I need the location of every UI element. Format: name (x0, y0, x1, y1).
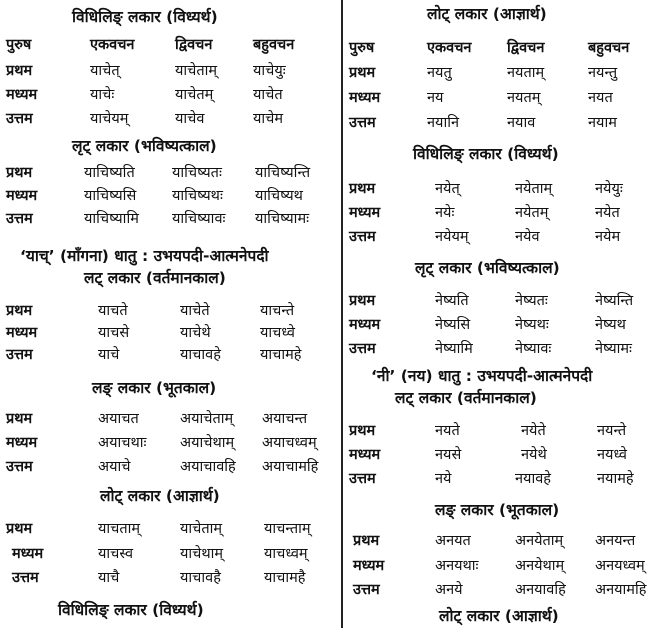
section-title: लोट् लकार (आज्ञार्थ) (439, 607, 559, 625)
cell: याचावहै (180, 570, 221, 586)
cell: अयाचेताम् (180, 411, 234, 427)
cell: नेष्यावः (515, 341, 552, 357)
row-label: प्रथम (6, 303, 33, 319)
table-row (0, 300, 338, 322)
cell: नयाव (507, 115, 536, 131)
table-row (0, 208, 338, 230)
cell: नयन्तु (588, 65, 618, 81)
header-purush: पुरुष (6, 37, 32, 53)
header-ekvachan: एकवचन (90, 37, 135, 53)
section-title: विधिलिङ् लकार (विध्यर्थ) (58, 601, 204, 619)
cell: नयाम (588, 115, 617, 131)
cell: याचै (98, 570, 120, 586)
cell: नयेते (521, 423, 546, 439)
row-label: प्रथम (349, 65, 376, 81)
table-row (345, 62, 672, 84)
header-ekvachan: एकवचन (427, 40, 472, 56)
table-row (345, 338, 672, 360)
cell: अनयेताम् (515, 533, 564, 549)
cell: अयाचेथाम् (180, 435, 235, 451)
row-label: उत्तम (349, 471, 376, 487)
cell: अयाचामहि (262, 459, 319, 475)
cell: याचस्व (98, 546, 134, 562)
cell: याचिष्यावः (172, 211, 226, 227)
cell: अनयत (435, 533, 471, 549)
cell: नयते (435, 423, 460, 439)
cell: याचिष्यसि (84, 188, 137, 204)
section-title: विधिलिङ् लकार (विध्यर्थ) (413, 145, 559, 163)
row-label: उत्तम (349, 229, 376, 245)
cell: अयाचे (98, 459, 131, 475)
cell: नयावहे (515, 471, 551, 487)
table-row (345, 468, 672, 490)
row-label: मध्यम (353, 558, 385, 574)
cell: नयेयुः (595, 181, 623, 197)
cell: याचेथाम् (180, 546, 224, 562)
cell: नेष्यन्ति (595, 293, 634, 309)
table-row (0, 185, 338, 207)
cell: याचिष्यतः (172, 165, 222, 181)
dhatu-title: ‘याच्’ (माँगना) धातु : उभयपदी-आत्मनेपदी (20, 247, 269, 265)
header-dvivachan: द्विवचन (507, 40, 545, 56)
section-title: लट् लकार (वर्तमानकाल) (84, 269, 226, 287)
cell: नेष्यतः (515, 293, 548, 309)
cell: नयानि (427, 115, 460, 131)
cell: याचिष्यति (84, 165, 135, 181)
cell: याचेथे (180, 325, 211, 341)
cell: नयतु (427, 65, 452, 81)
row-label: प्रथम (6, 411, 33, 427)
cell: नयेम (595, 229, 621, 245)
cell: याचामहै (264, 570, 306, 586)
row-label: प्रथम (353, 533, 380, 549)
table-row (345, 555, 672, 577)
row-label: मध्यम (6, 188, 38, 204)
cell: याचेताम् (180, 521, 223, 537)
table-header (0, 34, 338, 56)
cell: याचेत् (90, 63, 120, 79)
table-row (0, 518, 338, 540)
row-label: प्रथम (6, 63, 33, 79)
cell: याचावहे (180, 347, 221, 363)
table-row (0, 408, 338, 430)
cell: नयेः (435, 205, 455, 221)
cell: याचेम (253, 111, 284, 127)
cell: नयेयम् (435, 229, 469, 245)
row-label: प्रथम (6, 165, 33, 181)
row-label: प्रथम (349, 181, 376, 197)
section-title: लृट् लकार (भविष्यत्काल) (72, 137, 217, 155)
row-label: प्रथम (6, 521, 33, 537)
table-row (345, 420, 672, 442)
row-label: मध्यम (6, 87, 38, 103)
cell: याचेते (180, 303, 210, 319)
cell: अनयन्त (595, 533, 636, 549)
section-title: लङ् लकार (भूतकाल) (92, 379, 217, 397)
cell: अयाचावहि (180, 459, 236, 475)
cell: याचामहे (260, 347, 302, 363)
cell: नयेथे (521, 447, 547, 463)
table-row (345, 444, 672, 466)
cell: नेष्यथः (515, 317, 549, 333)
table-header (345, 37, 672, 59)
section-title: लोट् लकार (आज्ञार्थ) (427, 5, 547, 23)
row-label: उत्तम (349, 341, 376, 357)
table-row (345, 202, 672, 224)
header-purush: पुरुष (349, 40, 375, 56)
section-title: लट् लकार (वर्तमानकाल) (395, 389, 537, 407)
cell: अयाचथाः (98, 435, 147, 451)
cell: नेष्यथ (595, 317, 626, 333)
row-label: प्रथम (349, 423, 376, 439)
row-label: उत्तम (6, 111, 33, 127)
row-label: उत्तम (349, 115, 376, 131)
cell: याचेत (253, 87, 283, 103)
cell: याचेयुः (253, 63, 286, 79)
cell: अनयामहि (595, 582, 647, 598)
table-row (0, 344, 338, 366)
section-title: लङ् लकार (भूतकाल) (435, 501, 560, 519)
cell: याचिष्यामः (255, 211, 310, 227)
cell: याचते (98, 303, 128, 319)
cell: नेष्यति (435, 293, 469, 309)
row-label: उत्तम (6, 211, 33, 227)
cell: याचध्वम् (264, 546, 308, 562)
cell: नयताम् (507, 65, 545, 81)
table-row (345, 579, 672, 601)
table-row (345, 290, 672, 312)
row-label: उत्तम (12, 570, 39, 586)
table-row (0, 60, 338, 82)
row-label: मध्यम (349, 317, 381, 333)
cell: अयाचन्त (262, 411, 308, 427)
row-label: प्रथम (349, 293, 376, 309)
cell: अनयेथाम् (515, 558, 565, 574)
table-row (0, 432, 338, 454)
cell: नयध्वे (597, 447, 627, 463)
section-title: लृट् लकार (भविष्यत्काल) (415, 259, 560, 277)
cell: नयेत (595, 205, 620, 221)
cell: नेष्यसि (435, 317, 471, 333)
cell: याचसे (98, 325, 130, 341)
section-title: लोट् लकार (आज्ञार्थ) (100, 487, 220, 505)
cell: नेष्यामि (435, 341, 473, 357)
table-row (345, 112, 672, 134)
cell: अनयावहि (515, 582, 566, 598)
cell: नयेतम् (515, 205, 549, 221)
cell: नयतम् (507, 90, 541, 106)
table-row (0, 108, 338, 130)
cell: नेष्यामः (595, 341, 632, 357)
table-row (345, 87, 672, 109)
table-row (0, 543, 338, 565)
cell: अनयध्वम् (595, 558, 645, 574)
row-label: मध्यम (6, 435, 38, 451)
cell: नय (427, 90, 444, 106)
header-bahuvachan: बहुवचन (253, 37, 295, 53)
row-label: उत्तम (353, 582, 380, 598)
row-label: मध्यम (6, 325, 38, 341)
cell: याचेयम् (90, 111, 129, 127)
cell: नयत (588, 90, 613, 106)
table-row (345, 178, 672, 200)
row-label: मध्यम (349, 447, 381, 463)
cell: अनये (435, 582, 463, 598)
cell: याचेताम् (175, 63, 218, 79)
cell: याचन्ते (260, 303, 295, 319)
row-label: उत्तम (6, 459, 33, 475)
cell: याचेः (90, 87, 115, 103)
header-dvivachan: द्विवचन (175, 37, 213, 53)
cell: याचे (98, 347, 120, 363)
dhatu-title: ‘नी’ (नय) धातु : उभयपदी-आत्मनेपदी (371, 367, 593, 385)
cell: याचन्ताम् (264, 521, 311, 537)
cell: याचताम् (98, 521, 141, 537)
cell: नयेव (515, 229, 540, 245)
table-row (0, 567, 338, 589)
row-label: उत्तम (6, 347, 33, 363)
cell: याचेतम् (175, 87, 214, 103)
table-row (0, 84, 338, 106)
cell: नये (435, 471, 452, 487)
cell: नयन्ते (597, 423, 627, 439)
cell: नयेताम् (515, 181, 553, 197)
cell: नयेत् (435, 181, 460, 197)
table-row (345, 530, 672, 552)
cell: याचेव (175, 111, 205, 127)
cell: अयाचत (98, 411, 139, 427)
table-row (345, 226, 672, 248)
cell: याचिष्यथ (255, 188, 303, 204)
cell: नयामहे (597, 471, 634, 487)
right-column (345, 0, 672, 628)
cell: याचिष्यथः (172, 188, 223, 204)
table-row (0, 322, 338, 344)
cell: नयसे (435, 447, 462, 463)
cell: याचिष्यामि (84, 211, 139, 227)
cell: याचध्वे (260, 325, 295, 341)
section-title: विधिलिङ् लकार (विध्यर्थ) (72, 8, 218, 26)
column-divider (341, 0, 343, 628)
header-bahuvachan: बहुवचन (588, 40, 630, 56)
cell: याचिष्यन्ति (255, 165, 311, 181)
table-row (0, 162, 338, 184)
row-label: मध्यम (349, 90, 381, 106)
row-label: मध्यम (12, 546, 44, 562)
row-label: मध्यम (349, 205, 381, 221)
table-row (345, 314, 672, 336)
cell: अनयथाः (435, 558, 479, 574)
cell: अयाचध्वम् (262, 435, 317, 451)
table-row (0, 456, 338, 478)
